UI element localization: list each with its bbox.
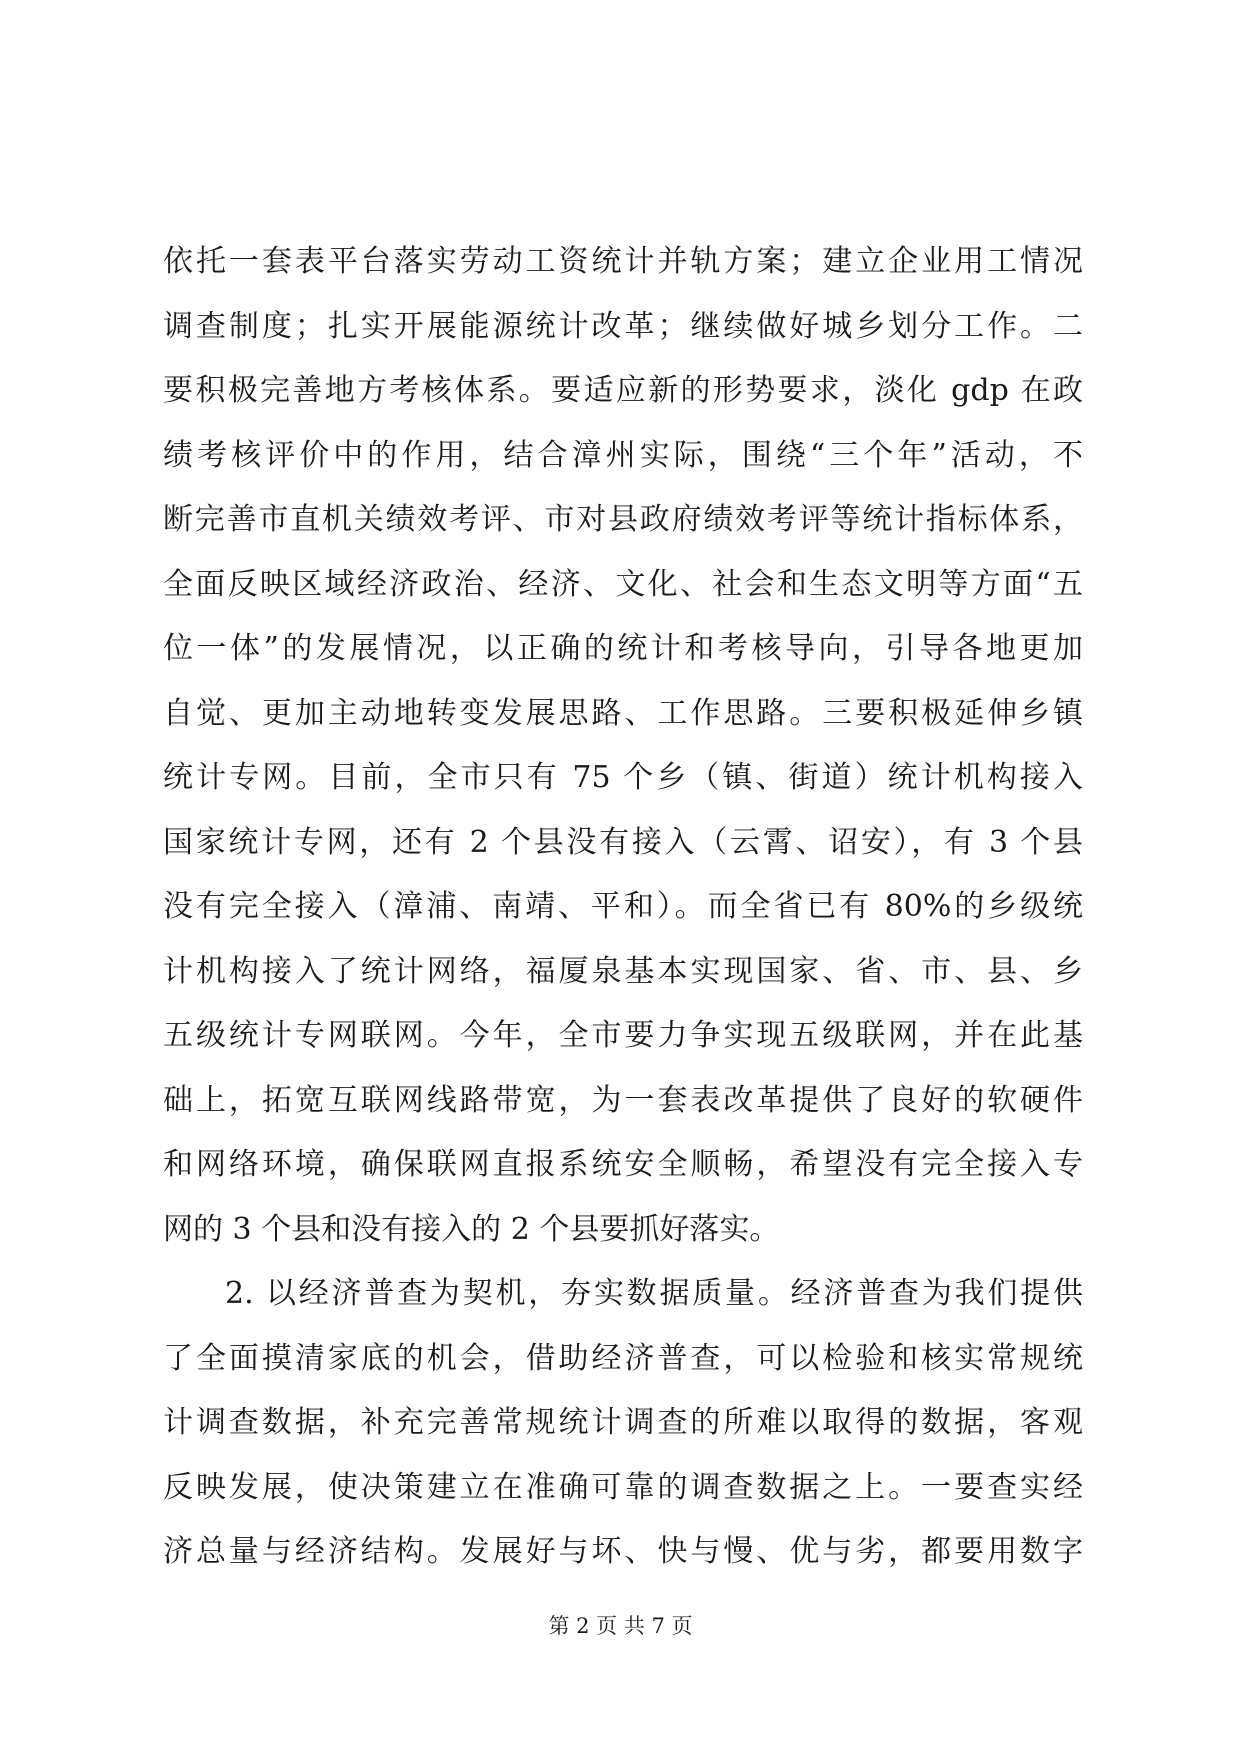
text-line: 绩考核评价中的作用，结合漳州实际，围绕“三个年”活动，不 [163,437,1083,473]
paragraph-1 [163,230,1083,1262]
page-number: 第 2 页 共 7 页 [548,1614,693,1638]
paragraph-2 [163,1262,1083,1585]
text-line: 计机构接入了统计网络，福厦泉基本实现国家、省、市、县、乡 [163,953,1083,989]
text-line: 和网络环境，确保联网直报系统安全顺畅，希望没有完全接入专 [163,1147,1083,1182]
text-line: 国家统计专网，还有 2 个县没有接入（云霄、诏安），有 3 个县 [163,824,1083,860]
text-line: 计调查数据，补充完善常规统计调查的所难以取得的数据，客观 [163,1405,1083,1440]
text-line: 自觉、更加主动地转变发展思路、工作思路。三要积极延伸乡镇 [163,695,1083,731]
text-line: 断完善市直机关绩效考评、市对县政府绩效考评等统计指标体系， [163,502,1083,537]
text-line: 要积极完善地方考核体系。要适应新的形势要求，淡化 gdp 在政 [163,373,1083,408]
text-line: 五级统计专网联网。今年，全市要力争实现五级联网，并在此基 [163,1018,1083,1053]
text-line: 依托一套表平台落实劳动工资统计并轨方案；建立企业用工情况 [163,244,1083,279]
text-line: 础上，拓宽互联网线路带宽，为一套表改革提供了良好的软硬件 [163,1082,1083,1118]
text-line: 位一体”的发展情况，以正确的统计和考核导向，引导各地更加 [163,631,1083,666]
text-line: 反映发展，使决策建立在准确可靠的调查数据之上。一要查实经 [163,1469,1083,1505]
text-line: 济总量与经济结构。发展好与坏、快与慢、优与劣，都要用数字 [163,1534,1083,1569]
text-line: 了全面摸清家底的机会，借助经济普查，可以检验和核实常规统 [163,1340,1083,1376]
text-line: 全面反映区域经济政治、经济、文化、社会和生态文明等方面“五 [163,566,1083,602]
text-line: 没有完全接入（漳浦、南靖、平和）。而全省已有 80%的乡级统 [163,889,1083,924]
text-line: 网的 3 个县和没有接入的 2 个县要抓好落实。 [163,1211,780,1247]
text-line: 调查制度；扎实开展能源统计改革；继续做好城乡划分工作。二 [163,308,1083,344]
body-text [163,230,1083,1585]
text-line: 统计专网。目前，全市只有 75 个乡（镇、街道）统计机构接入 [163,760,1083,795]
text-line: 2. 以经济普查为契机，夯实数据质量。经济普查为我们提供 [225,1276,1083,1311]
page-footer [0,1610,1241,1640]
